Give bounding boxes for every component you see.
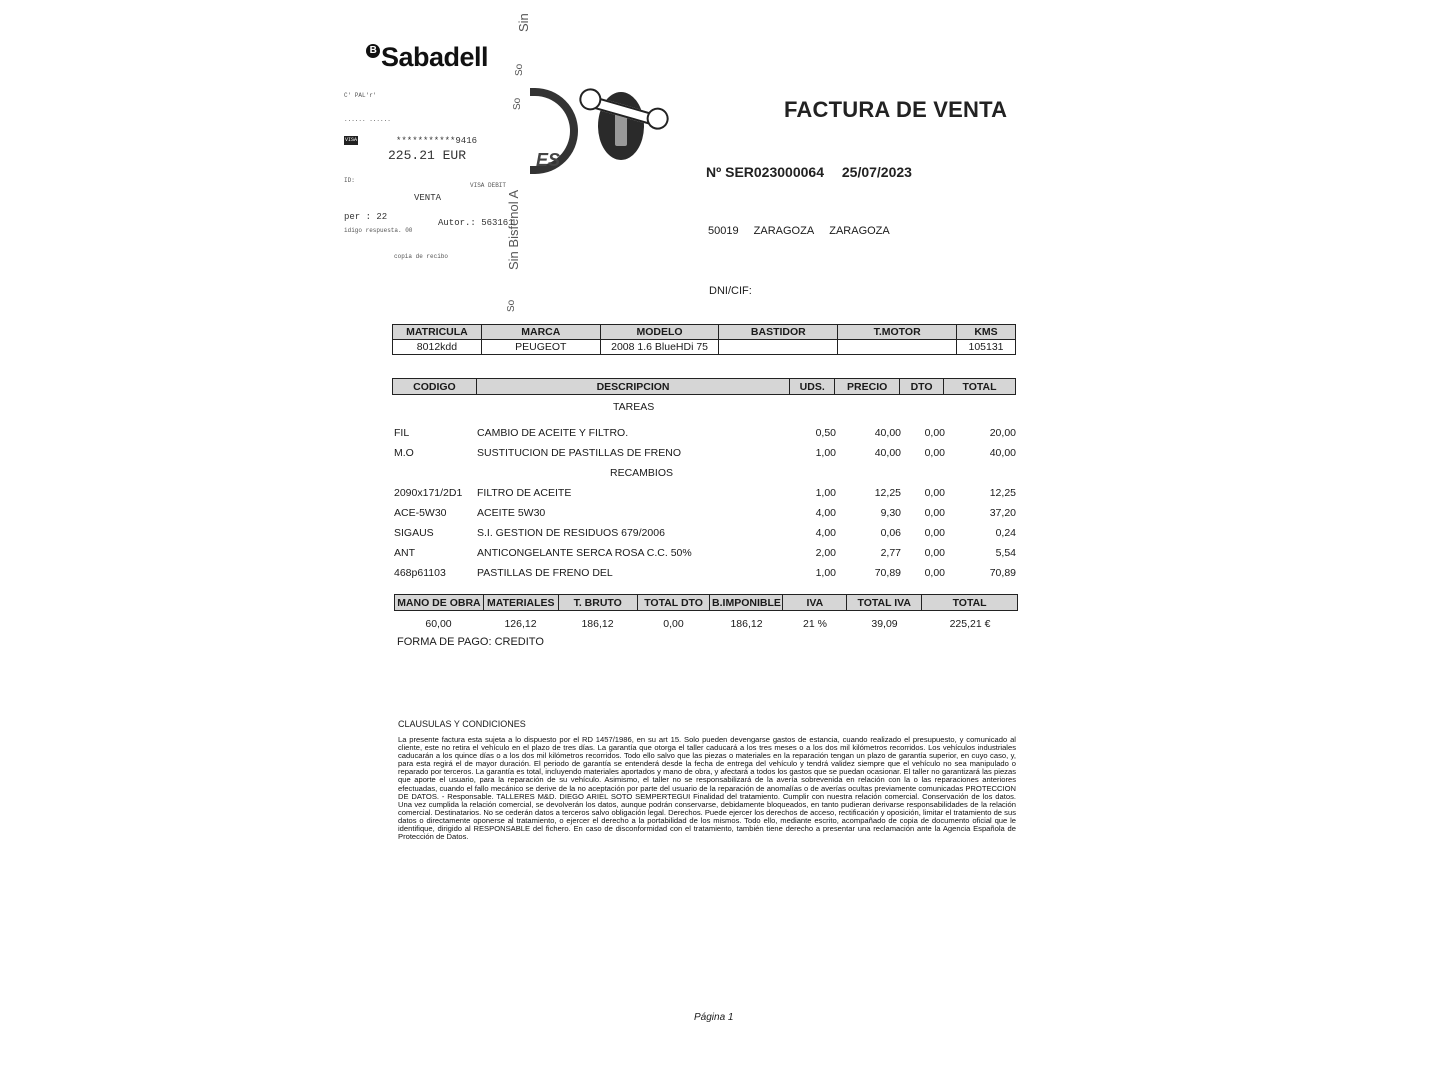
item-precio: 40,00	[874, 427, 901, 439]
receipt-copy: copia de recibo	[394, 253, 449, 260]
receipt-per: per : 22	[344, 212, 388, 222]
item-uds: 2,00	[815, 547, 836, 559]
total-iva-rate: 21 %	[803, 618, 827, 630]
table-row	[392, 527, 1016, 541]
table-row	[392, 567, 1016, 581]
receipt-id-label: ID:	[344, 177, 355, 184]
receipt-stamp-so-1: So	[514, 63, 525, 76]
payment-method: FORMA DE PAGO: CREDITO	[397, 636, 544, 648]
item-desc: FILTRO DE ACEITE	[477, 487, 572, 499]
bank-name: Sabadell	[381, 42, 489, 72]
item-code: 2090x171/2D1	[394, 487, 463, 499]
invoice-number-line	[706, 164, 926, 180]
items-header-uds: UDS.	[790, 379, 835, 395]
totals-header-materiales: MATERIALES	[483, 595, 558, 611]
table-row	[392, 427, 1016, 441]
vehicle-header-marca: MARCA	[481, 325, 600, 340]
item-code: M.O	[394, 447, 414, 459]
item-code: FIL	[394, 427, 410, 439]
item-desc: S.I. GESTION DE RESIDUOS 679/2006	[477, 527, 665, 539]
vehicle-table	[392, 324, 1016, 355]
item-desc: SUSTITUCION DE PASTILLAS DE FRENO	[477, 447, 682, 459]
city: ZARAGOZA	[753, 225, 815, 237]
receipt-stamp-long: Sin Bisfenol A	[506, 189, 521, 270]
totals-header-mano-obra: MANO DE OBRA	[395, 595, 484, 611]
vehicle-header-modelo: MODELO	[600, 325, 719, 340]
totals-header-total: TOTAL	[922, 595, 1018, 611]
vehicle-bastidor	[719, 340, 838, 355]
item-precio: 12,25	[874, 487, 901, 499]
receipt-autor: Autor.: 563161	[438, 218, 514, 228]
receipt-response-code: idigo respuesta. 00	[344, 227, 413, 234]
item-dto: 0,00	[924, 507, 945, 519]
table-row	[392, 547, 1016, 561]
vehicle-kms: 105131	[957, 340, 1016, 355]
item-precio: 70,89	[874, 567, 901, 579]
item-total: 40,00	[989, 447, 1016, 459]
vehicle-modelo: 2008 1.6 BlueHDi 75	[600, 340, 719, 355]
item-desc: ACEITE 5W30	[477, 507, 546, 519]
vehicle-header-tmotor: T.MOTOR	[838, 325, 957, 340]
postal-code: 50019	[708, 225, 739, 237]
item-total: 70,89	[989, 567, 1016, 579]
item-precio: 2,77	[880, 547, 901, 559]
clauses-text: La presente factura esta sujeta a lo dispuesto por el RD 1457/1986, en su art 15. Solo pueden devengarse gastos de estancia, cuando realizado el presupuesto, y comunicado al cliente, este no retira el vehículo en el plazo de tres días. La garantía que otorga el taller caducará a los tres meses o a los dos mil kilómetros recorridos. Los vehículos industriales caducarán a los quince días o a los dos mil kilómetros recorridos. Todo ello salvo que las piezas o materiales en la reparación tengan un plazo de garantía superior, en cuyo caso, y, para esta regirá el de mayor duración. El periodo de garantía se entenderá desde la fecha de entrega del vehículo y tendrá validez siempre que el vehículo no sea manipulado o reparado por terceros. La garantía es total, incluyendo materiales aportados y mano de obra, y afectará a todos los gastos que se puedan ocasionar. El taller no garantizará las piezas que aporte el usuario, para la reparación de su vehículo. Asimismo, el taller no se responsabilizará de la avería sobrevenida en relación con la o las reparaciones anteriores efectuadas, cuando el fallo mecánico se derive de la no aceptación por parte del usuario de la reparación de anomalías o de averías ocultas previamente comunicadas PROTECCION DE DATOS. - Responsable. TALLERES M&D. DIEGO ARIEL SOTO SEMPERTEGUI Finalidad del tratamiento. Cumplir con nuestra relación comercial. Conservación de los datos. Una vez cumplida la relación comercial, se devolverán los datos, aunque podrán conservarse, debidamente bloqueados, en tanto pudieran derivarse responsabilidades de la relación comercial. Destinatarios. No se cederán datos a terceros salvo obligación legal. Derechos. Puede ejercer los derechos de acceso, rectificación y oposición, limitar el tratamiento de sus datos o directamente oponerse al tratamiento, o ejercer el derecho a la portabilidad de los mismos. Todo ello, mediante escrito, acompañado de copia de documento oficial que le identifique, dirigido al RESPONSABLE del fichero. En caso de disconformidad con el tratamiento, también tiene derecho a presentar una reclamación ante la Agencia Española de Protección de Datos.	[398, 735, 1016, 842]
item-precio: 40,00	[874, 447, 901, 459]
items-header-dto: DTO	[900, 379, 944, 395]
receipt-card-number: ***********9416	[396, 136, 478, 146]
item-total: 20,00	[989, 427, 1016, 439]
item-uds: 1,00	[815, 487, 836, 499]
item-total: 12,25	[989, 487, 1016, 499]
receipt-stamp-so-3: So	[506, 299, 517, 312]
dni-label: DNI/CIF:	[709, 285, 752, 297]
item-total: 0,24	[995, 527, 1016, 539]
item-desc: CAMBIO DE ACEITE Y FILTRO.	[477, 427, 629, 439]
totals-header-total-iva: TOTAL IVA	[847, 595, 922, 611]
receipt-stamp-short: Sin	[516, 13, 531, 32]
page-number: Página 1	[694, 1012, 734, 1023]
total-bruto: 186,12	[581, 618, 614, 630]
section-tareas: TAREAS	[613, 401, 655, 413]
invoice-number: Nº SER023000064	[706, 164, 824, 180]
section-recambios: RECAMBIOS	[610, 467, 674, 479]
bank-logo	[366, 42, 488, 73]
totals-header-base: B.IMPONIBLE	[710, 595, 783, 611]
items-header	[392, 378, 1016, 395]
item-dto: 0,00	[924, 487, 945, 499]
total-materiales: 126,12	[504, 618, 537, 630]
item-dto: 0,00	[924, 527, 945, 539]
card-receipt	[336, 10, 532, 272]
totals-values	[394, 617, 1018, 631]
item-precio: 9,30	[880, 507, 901, 519]
item-total: 37,20	[989, 507, 1016, 519]
items-header-total: TOTAL	[944, 379, 1016, 395]
bank-logo-icon: B	[366, 44, 380, 58]
vehicle-marca: PEUGEOT	[481, 340, 600, 355]
receipt-line1: C' PAL'r'	[344, 92, 377, 99]
item-uds: 0,50	[815, 427, 836, 439]
item-dto: 0,00	[924, 547, 945, 559]
item-dto: 0,00	[924, 447, 945, 459]
visa-card-icon: VISA	[344, 137, 357, 143]
receipt-stamp-so-2: So	[512, 97, 523, 110]
item-code: 468p61103	[394, 567, 446, 579]
items-header-codigo: CODIGO	[393, 379, 477, 395]
receipt-type: VENTA	[414, 193, 442, 203]
item-code: ACE-5W30	[394, 507, 447, 519]
items-header-descripcion: DESCRIPCION	[476, 379, 789, 395]
vehicle-header-kms: KMS	[957, 325, 1016, 340]
total-base-imponible: 186,12	[730, 618, 763, 630]
table-row	[392, 507, 1016, 521]
table-row	[392, 447, 1016, 461]
item-code: ANT	[394, 547, 415, 559]
item-desc: PASTILLAS DE FRENO DEL	[477, 567, 613, 579]
vehicle-header-bastidor: BASTIDOR	[719, 325, 838, 340]
item-uds: 4,00	[815, 527, 836, 539]
total-mano-obra: 60,00	[425, 618, 452, 630]
total-dto: 0,00	[663, 618, 684, 630]
item-desc: ANTICONGELANTE SERCA ROSA C.C. 50%	[477, 547, 692, 559]
receipt-amount: 225.21 EUR	[388, 148, 467, 163]
workshop-logo-text: ES	[536, 150, 561, 170]
table-row	[392, 487, 1016, 501]
receipt-debit: VISA DEBIT	[470, 182, 507, 189]
invoice-title: FACTURA DE VENTA	[784, 97, 1008, 122]
vehicle-tmotor	[838, 340, 957, 355]
clauses-title: CLAUSULAS Y CONDICIONES	[398, 719, 526, 729]
item-uds: 1,00	[815, 447, 836, 459]
invoice-date: 25/07/2023	[841, 164, 912, 180]
total-iva: 39,09	[871, 618, 898, 630]
item-dto: 0,00	[924, 567, 945, 579]
customer-address	[708, 225, 902, 237]
item-code: SIGAUS	[394, 527, 434, 539]
item-dto: 0,00	[924, 427, 945, 439]
item-total: 5,54	[995, 547, 1016, 559]
items-header-precio: PRECIO	[835, 379, 900, 395]
totals-header	[394, 594, 1018, 611]
totals-header-total-dto: TOTAL DTO	[637, 595, 710, 611]
province: ZARAGOZA	[829, 225, 890, 237]
receipt-line2: ...... ......	[344, 116, 391, 123]
item-precio: 0,06	[880, 527, 901, 539]
item-uds: 1,00	[815, 567, 836, 579]
vehicle-matricula: 8012kdd	[393, 340, 482, 355]
item-uds: 4,00	[815, 507, 836, 519]
totals-header-iva: IVA	[783, 595, 847, 611]
vehicle-header-matricula: MATRICULA	[393, 325, 482, 340]
totals-header-bruto: T. BRUTO	[558, 595, 637, 611]
grand-total: 225,21 €	[949, 618, 991, 630]
